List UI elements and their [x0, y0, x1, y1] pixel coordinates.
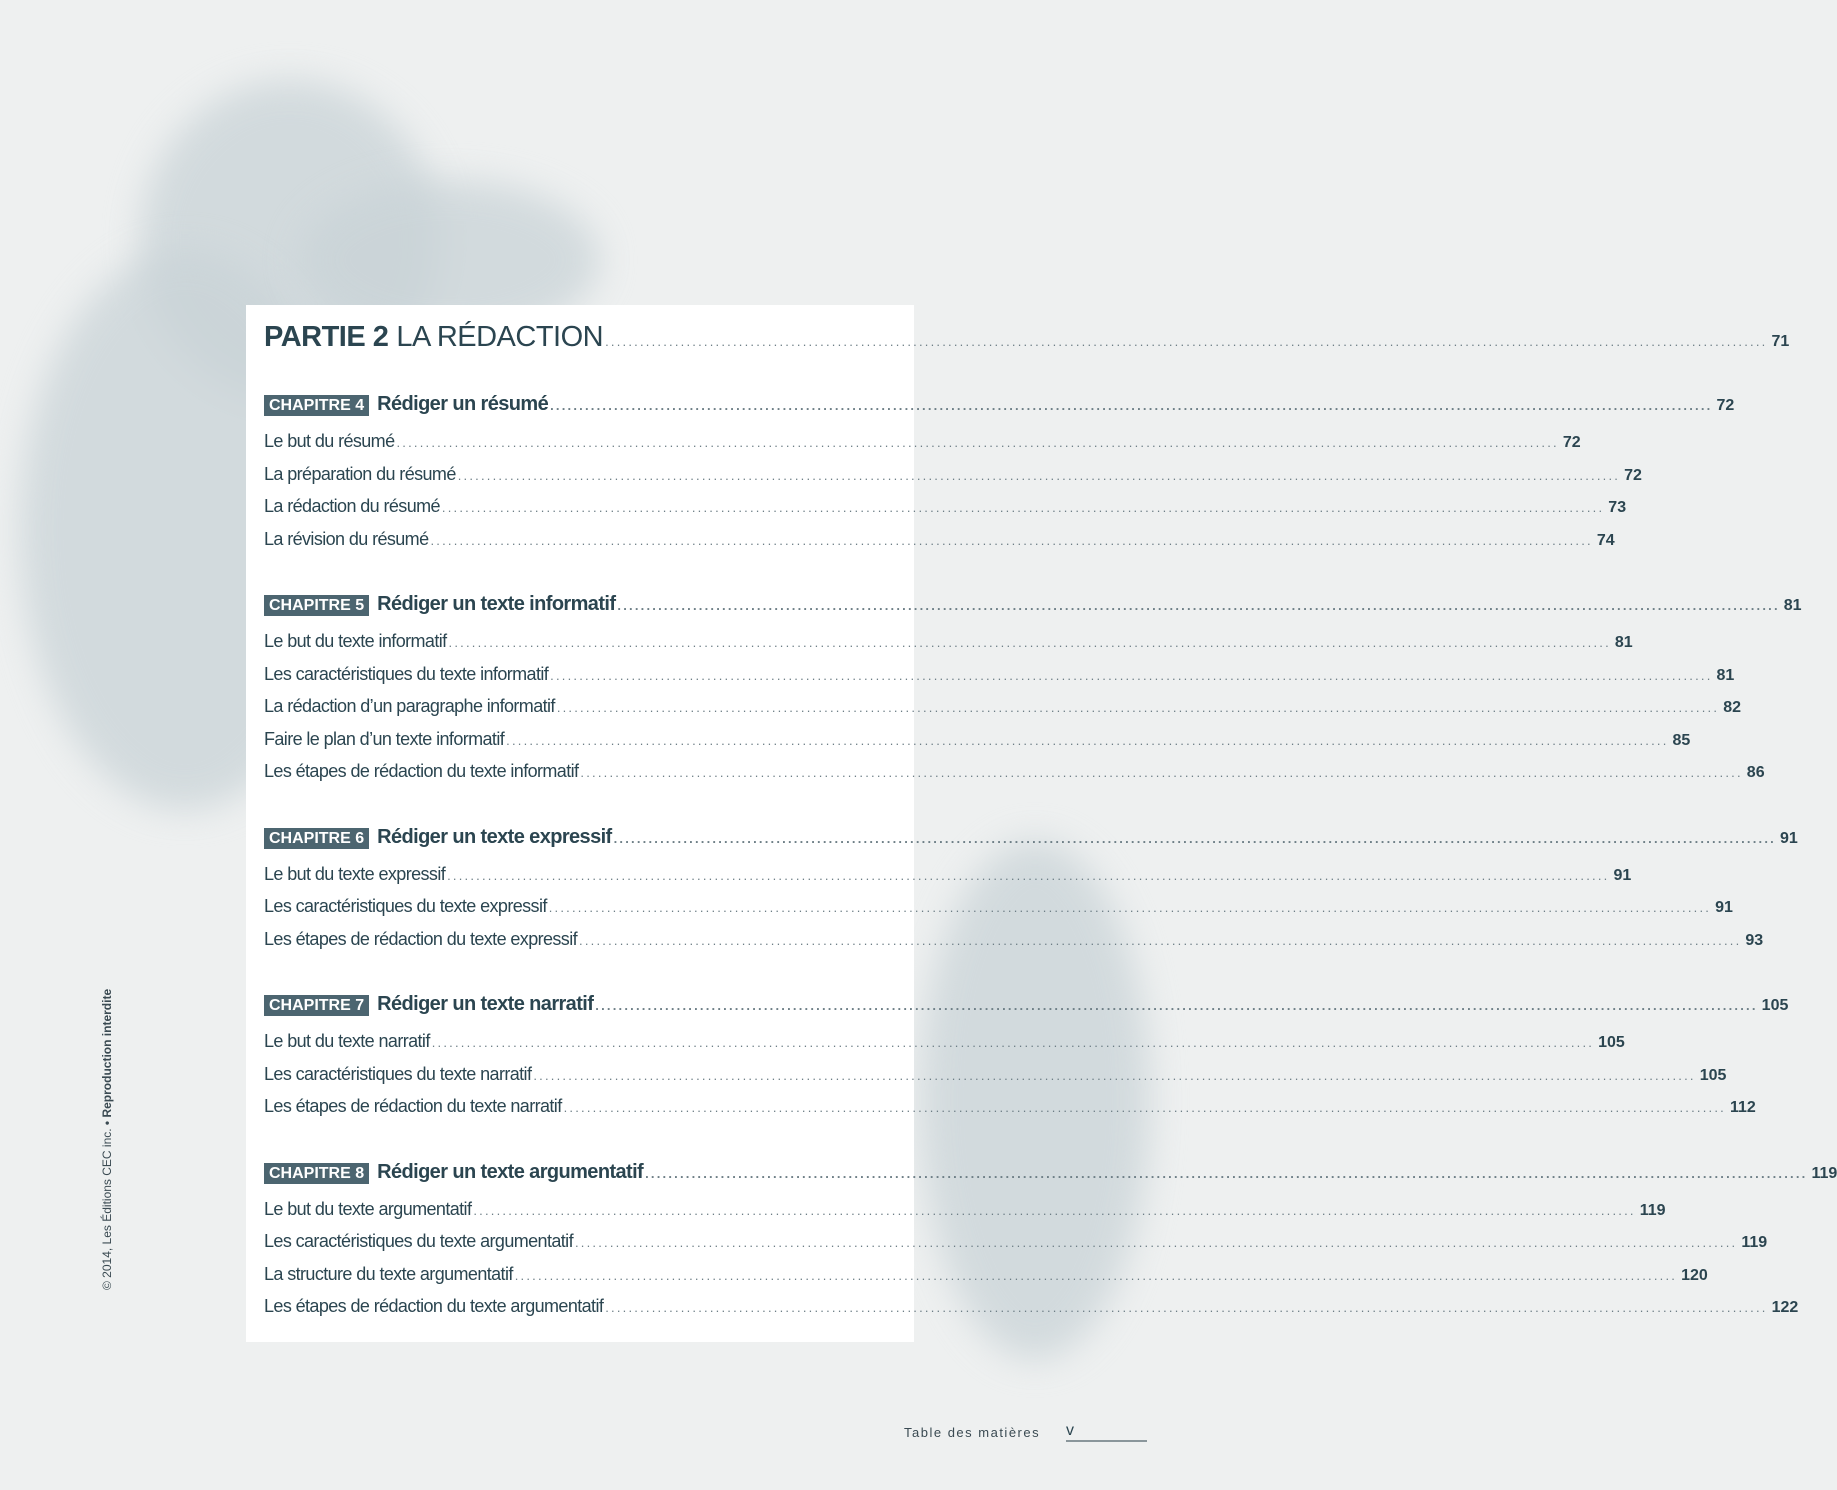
entry-title: Le but du texte argumentatif [264, 1198, 472, 1219]
chapter-label [264, 393, 548, 416]
table-of-contents [246, 305, 1837, 1342]
chapter-title: Rédiger un texte argumentatif [377, 1160, 644, 1183]
page-number: 91 [1780, 829, 1798, 847]
dot-leader: ........................................................................................................................................................................................................ [579, 932, 1742, 948]
page-number: 105 [1699, 1066, 1727, 1084]
chapter-label [264, 593, 615, 616]
page-number: 122 [1771, 1299, 1799, 1316]
page-number: 119 [1639, 1201, 1666, 1219]
page-number: 85 [1672, 731, 1691, 749]
page-number: 105 [1761, 997, 1789, 1014]
dot-leader: ........................................................................................................................................................................................................ [514, 1267, 1678, 1283]
dot-leader: ........................................................................................................................................................................................................ [506, 732, 1669, 748]
toc-entry[interactable] [264, 863, 1632, 897]
entry-title: Faire le plan d’un texte informatif [264, 728, 505, 749]
chapter-label [264, 1161, 643, 1184]
copyright-text: © 2014, Les Éditions CEC inc. [100, 1128, 114, 1290]
toc-entry[interactable] [264, 696, 1741, 729]
dot-leader: ........................................................................................................................................................................................................ [430, 532, 1593, 548]
toc-entry[interactable] [264, 728, 1691, 762]
dot-leader: ........................................................................................................................................................................................................ [396, 435, 1559, 450]
toc-entry[interactable] [264, 528, 1615, 562]
chapter-title: Rédiger un texte expressif [377, 825, 612, 848]
chapter-title: Rédiger un résumé [377, 393, 549, 415]
chapter-label [264, 993, 593, 1016]
chapter-badge: CHAPITRE 5 [264, 595, 369, 616]
chapter-heading[interactable] [264, 993, 1789, 1031]
dot-leader: ........................................................................................................................................................................................................ [447, 867, 1610, 883]
dot-leader: ........................................................................................................................................................................................................ [595, 998, 1758, 1013]
toc-entry[interactable] [264, 1296, 1799, 1329]
chapter-heading[interactable] [264, 825, 1798, 864]
dot-leader: ........................................................................................................................................................................................................ [448, 635, 1611, 650]
chapter-badge: CHAPITRE 4 [264, 395, 369, 416]
chapter-title: Rédiger un texte informatif [377, 593, 616, 615]
chapter-badge: CHAPITRE 7 [264, 995, 369, 1016]
toc-entry[interactable] [264, 663, 1735, 697]
page-number: 119 [1741, 1234, 1768, 1251]
page-number: 82 [1723, 699, 1741, 716]
entry-title: Le but du résumé [264, 431, 395, 451]
dot-leader: ........................................................................................................................................................................................................ [574, 1235, 1738, 1250]
page-number: 71 [1771, 333, 1790, 350]
chapter-heading[interactable] [264, 1160, 1837, 1199]
dot-leader: ........................................................................................................................................................................................................ [580, 765, 1743, 780]
chapter-badge: CHAPITRE 8 [264, 1163, 369, 1184]
entry-title: La rédaction d’un paragraphe informatif [264, 696, 555, 716]
chapter-badge: CHAPITRE 6 [264, 828, 369, 849]
entry-title: Les étapes de rédaction du texte narratif [264, 1096, 562, 1116]
reproduction-notice: • Reproduction interdite [100, 988, 114, 1126]
entry-title: Les caractéristiques du texte informatif [264, 663, 549, 684]
toc-entry[interactable] [264, 1231, 1768, 1264]
toc-entry[interactable] [264, 1096, 1756, 1129]
entry-title: Les étapes de rédaction du texte argumentatif [264, 1296, 604, 1316]
copyright-notice [100, 989, 114, 1290]
toc-entry[interactable] [264, 896, 1733, 929]
page-number: 72 [1716, 397, 1735, 414]
toc-entry[interactable] [264, 631, 1633, 664]
toc-entry[interactable] [264, 463, 1642, 497]
dot-leader: ........................................................................................................................................................................................................ [550, 667, 1713, 683]
page-number: 86 [1746, 764, 1765, 781]
part-heading[interactable] [264, 321, 1790, 361]
toc-entry[interactable] [264, 1031, 1625, 1064]
entry-title: La révision du résumé [264, 528, 429, 549]
page-number: 91 [1613, 866, 1632, 884]
page-number: 81 [1614, 634, 1633, 651]
page-number: 72 [1624, 466, 1642, 484]
toc-entry[interactable] [264, 1198, 1666, 1232]
entry-title: Les caractéristiques du texte argumentatif [264, 1231, 573, 1251]
dot-leader: ........................................................................................................................................................................................................ [441, 500, 1605, 515]
toc-entry[interactable] [264, 761, 1765, 794]
page-number: 120 [1681, 1266, 1708, 1284]
chapter-title: Rédiger un texte narratif [377, 993, 594, 1015]
page-number: 93 [1745, 931, 1764, 949]
page-number: 74 [1596, 531, 1615, 549]
page-number: 112 [1729, 1099, 1756, 1116]
chapter-heading[interactable] [264, 593, 1802, 631]
entry-title: Le but du texte informatif [264, 631, 447, 651]
toc-entry[interactable] [264, 1263, 1708, 1297]
page-number: 105 [1598, 1034, 1625, 1051]
dot-leader: ........................................................................................................................................................................................................ [613, 830, 1776, 846]
entry-title: Les caractéristiques du texte narratif [264, 1063, 532, 1084]
dot-leader: ........................................................................................................................................................................................................ [431, 1035, 1595, 1050]
entry-title: Le but du texte narratif [264, 1031, 430, 1051]
toc-entry[interactable] [264, 1063, 1727, 1097]
entry-title: Le but du texte expressif [264, 863, 446, 884]
toc-entry[interactable] [264, 431, 1581, 464]
dot-leader: ........................................................................................................................................................................................................ [533, 1067, 1696, 1083]
entry-title: Les étapes de rédaction du texte expressif [264, 928, 578, 949]
dot-leader: ........................................................................................................................................................................................................ [556, 700, 1720, 715]
chapter-label [264, 826, 612, 849]
footer-rule [1066, 1440, 1147, 1442]
page-number: 72 [1562, 434, 1581, 451]
toc-entry[interactable] [264, 496, 1627, 529]
footer-section: Table des matières [904, 1425, 1041, 1440]
footer-page-number: v [1066, 1422, 1074, 1439]
dot-leader: ........................................................................................................................................................................................................ [645, 1165, 1808, 1181]
part-label: PARTIE 2 [264, 321, 389, 353]
dot-leader: ........................................................................................................................................................................................................ [563, 1100, 1726, 1115]
dot-leader: ........................................................................................................................................................................................................ [473, 1202, 1636, 1218]
page-number: 81 [1783, 597, 1802, 614]
page-number: 119 [1811, 1164, 1837, 1182]
dot-leader: ........................................................................................................................................................................................................ [617, 598, 1780, 613]
toc-entry[interactable] [264, 928, 1764, 962]
page-number: 73 [1608, 499, 1627, 516]
entry-title: Les caractéristiques du texte expressif [264, 896, 547, 916]
entry-title: La rédaction du résumé [264, 496, 440, 516]
entry-title: Les étapes de rédaction du texte informatif [264, 761, 579, 781]
dot-leader: ........................................................................................................................................................................................................ [605, 1300, 1768, 1315]
chapter-heading[interactable] [264, 393, 1735, 431]
page-number: 91 [1715, 899, 1733, 916]
dot-leader: ........................................................................................................................................................................................................ [605, 334, 1768, 349]
dot-leader: ........................................................................................................................................................................................................ [550, 398, 1713, 413]
dot-leader: ........................................................................................................................................................................................................ [457, 467, 1621, 483]
part-title: LA RÉDACTION [396, 321, 604, 353]
entry-title: La structure du texte argumentatif [264, 1263, 513, 1284]
dot-leader: ........................................................................................................................................................................................................ [548, 900, 1712, 915]
entry-title: La préparation du résumé [264, 463, 456, 484]
page-number: 81 [1716, 666, 1735, 684]
